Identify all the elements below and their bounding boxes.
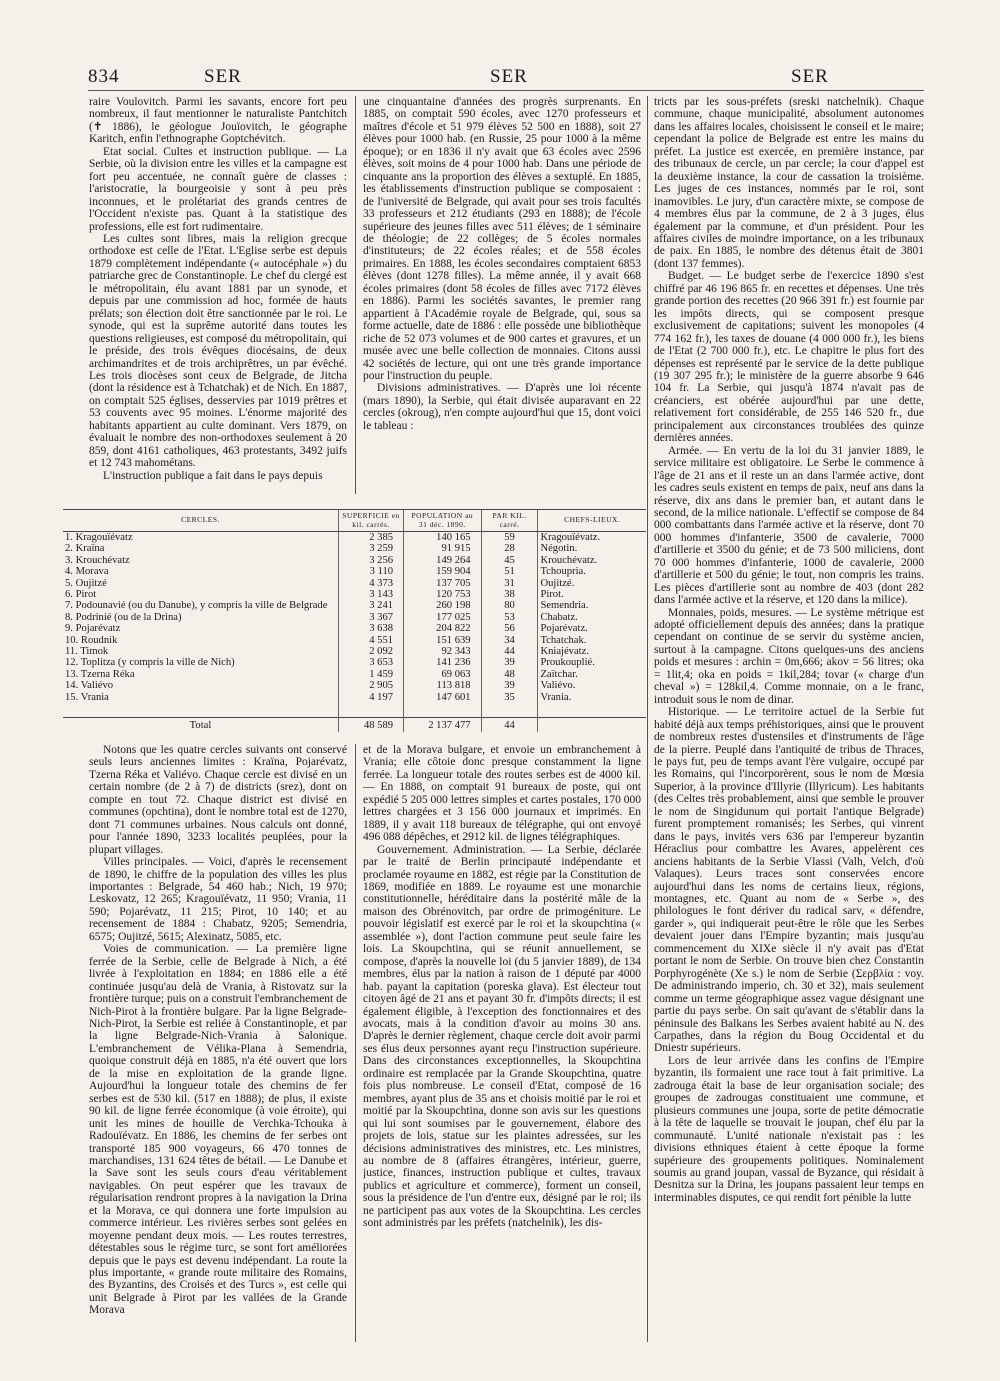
cell-par-kil: 48 [481, 669, 538, 680]
cell-population: 147 601 [404, 692, 482, 703]
cell-chef-lieu: Kragouïévatz. [538, 532, 646, 544]
cell-par-kil: 28 [481, 543, 538, 554]
cell-population: 91 915 [404, 543, 482, 554]
table-total-row [63, 718, 646, 732]
cell-population: 151 639 [404, 635, 482, 646]
cell-superficie: 3 110 [338, 566, 403, 577]
col-header-par-kil: PAR KIL. carré. [481, 510, 538, 532]
col-header-superficie: SUPERFICIE en kil. carrés. [338, 510, 403, 532]
paragraph: Villes principales. — Voici, d'après le recensement de 1890, le chiffre de la population des villes les plus importantes : Belgrade, 54 460 hab.; Nich, 19 970; Leskovatz, 12 265; Kragouïévatz, 11 950; Vrania, 11 590; Pojarévatz, 11 215; Pirot, 10 140; et au recensement de 1884 : Chabatz, 9205; Semendria, 6575; Oujitzé, 5615; Alexinatz, 5085, etc. [89, 856, 347, 943]
table-row [63, 589, 646, 600]
paragraph: Historique. — Le territoire actuel de la Serbie fut habité déjà aux temps préhistoriques, ainsi que le prouvent de nombreux restes d'ustensiles et d'instruments de l'âge de la pierre. Peuplé dans l'antiquité de tribus de Thraces, le pays fut, peu de temps avant l'ère vulgaire, occupé par les Romains, qui l'incorporèrent, sous le nom de Mœsia Superior, à la province d'Illyrie (Illyricum). Les habitants (des Celtes très probablement, ainsi que semble le prouver le nom de Singidunum qui portait l'antique Belgrade) furent promptement romanisés; les Serbes, qui vinrent dans le pays, invités vers 636 par l'empereur byzantin Héraclius pour combattre les Avares, appelèrent ces anciens habitants de la Serbie Vlassi (Valh, Velch, d'où Valaques). Leurs traces sont conservées encore aujourd'hui dans les noms de certains lieux, régions, montagnes, etc. Quant au nom de « Serbe », des philologues le font dériver du radical sarv, « défendre, garder », qui indiquerait peut-être le rôle que les Serbes devaient jouer dans l'Empire byzantin; mais jusqu'au commencement du XIXe siècle il n'y avait pas d'Etat portant le nom de Serbie. On trouve bien chez Constantin Porphyrogénète (Xe s.) le nom de Serbie (Σερβλία : voy. De administrando imperio, ch. 30 et 32), mais seulement comme un terme géographique assez vague désignant une partie du pays serbe. On sait qu'avant de s'établir dans la péninsule des Balkans les Serbes avaient habité au N. des Carpathes, dans la région du Boug Occidental et du Dniestr supérieurs. [654, 706, 924, 1055]
cell-superficie: 3 367 [338, 612, 403, 623]
cell-par-kil: 53 [481, 612, 538, 623]
table-row [63, 657, 646, 668]
paragraph: Voies de communication. — La première ligne ferrée de la Serbie, celle de Belgrade à Nich, a été livrée à l'exploitation en 1884; en 1886 elle a été continuée jusqu'au delà de Vrania, à Ristovatz sur la frontière turque; puis on a construit l'embranchement de Nich-Pirot à la frontière bulgare. Par la ligne Belgrade-Nich-Pirot, la Serbie est reliée à Constantinople, et par la ligne Belgrade-Nich-Vrania à Salonique. L'embranchement de Vélika-Plana à Semendria, quoique construit déjà en 1885, n'a été ouvert que lors de la mise en exploitation de la grande ligne. Aujourd'hui la longueur totale des chemins de fer serbes est de 530 kil. (517 en 1888); de plus, il existe 90 kil. de ligne ferrée économique (à voie étroite), qui unit les mines de houille de Verchka-Tchouka à Radouïévatz. En 1886, les chemins de fer serbes ont transporté 185 900 voyageurs, 66 470 tonnes de marchandises, 131 624 têtes de bétail. — Le Danube et la Save sont les seuls cours d'eau véritablement navigables. On peut espérer que les travaux de régularisation rendront propres à la navigation la Drina et la Morava, ce qui donnera une forte impulsion au commerce intérieur. Les rivières serbes sont gelées en moyenne pendant deux mois. — Les routes terrestres, détestables sous le régime turc, se sont fort améliorées depuis que le pays est devenu indépendant. La route la plus importante, « grande route militaire des Romains, des Byzantins, des Croisés et des Turcs », est celle qui unit Belgrade à Pirot par les vallées de la Grande Morava [89, 943, 347, 1317]
cell-cercle: 13. Tzerna Réka [65, 668, 135, 680]
cell-empty [538, 703, 646, 718]
cell-cercle: 15. Vrania [65, 691, 109, 703]
column-1-bottom [89, 744, 347, 1344]
cell-par-kil: 80 [481, 600, 538, 611]
table-row [63, 692, 646, 703]
cell-cercle: 3. Krouchévatz [65, 554, 130, 566]
cell-chef-lieu: Semendria. [538, 600, 646, 611]
paragraph: Etat social. Cultes et instruction publique. — La Serbie, où la division entre les villes et la campagne est fort peu accentuée, ne connaît guère de classes : l'aristocratie, la bourgeoisie y sont à peu près inconnues, et le prolétariat des grands centres de l'Occident n'existe pas. Quant à la statistique des professions, elle est fort rudimentaire. [89, 145, 347, 233]
cell-par-kil: 56 [481, 623, 538, 634]
table-row [63, 612, 646, 623]
page-number: 834 [88, 66, 120, 87]
cell-population: 120 753 [404, 589, 482, 600]
cell-par-kil: 38 [481, 589, 538, 600]
cell-total-population: 2 137 477 [404, 718, 482, 732]
paragraph: Budget. — Le budget serbe de l'exercice 1890 s'est chiffré par 46 196 865 fr. en recettes et dépenses. Une très grande portion des recettes (20 966 391 fr.) est fournie par les impôts directs, qui se composent presque exclusivement de capitations; suivent les monopoles (4 774 162 fr.), les taxes de douane (4 000 000 fr.), les biens de l'Etat (2 700 000 fr.), etc. Le chapitre le plus fort des dépenses est représenté par le service de la dette publique (19 307 295 fr.); le ministère de la guerre absorbe 9 646 104 fr. La Serbie, qui jusqu'à 1874 n'avait pas de créanciers, est obérée aujourd'hui par une dette, relativement fort considérable, de 255 146 520 fr., due principalement aux circonstances troublées des quinze dernières années. [654, 270, 924, 445]
cell-empty [63, 703, 338, 718]
cell-par-kil: 35 [481, 692, 538, 703]
cell-superficie: 4 551 [338, 635, 403, 646]
table-row [63, 623, 646, 634]
cell-superficie: 3 241 [338, 600, 403, 611]
cell-total-par-kil: 44 [481, 718, 538, 732]
cell-cercle: 5. Oujitzé [65, 577, 107, 589]
cell-cercle: 14. Valiévo [65, 680, 114, 692]
cell-chef-lieu: Tchoupria. [538, 566, 646, 577]
running-head-right: SER [791, 66, 829, 87]
cell-chef-lieu: Oujitzé. [538, 578, 646, 589]
table-row [63, 635, 646, 646]
col-header-population: POPULATION au 31 déc. 1890. [404, 510, 482, 532]
cell-par-kil: 44 [481, 646, 538, 657]
cell-chef-lieu: Proukouplié. [538, 657, 646, 668]
cell-chef-lieu: Vrania. [538, 692, 646, 703]
table-row [63, 555, 646, 566]
column-rule [355, 96, 356, 494]
cell-superficie: 3 653 [338, 657, 403, 668]
cell-cercle: 11. Timok [65, 646, 109, 658]
cell-par-kil: 59 [481, 532, 538, 544]
paragraph: Lors de leur arrivée dans les confins de l'Empire byzantin, ils formaient une race tout à fait primitive. La zadrouga était la base de leur organisation sociale; des groupes de zadrougas constituaient une commune, et plusieurs communes une joupa, sorte de petite démocratie à la tête de laquelle se trouvait le joupan, chef élu par la communauté. L'unité nationale n'existait pas : les divisions ethniques étaient à cette époque la forme supérieure des groupements politiques. Nominalement soumis au grand joupan, vassal de Byzance, qui résidait à Desnitza sur la Drina, les joupans passaient leur temps en interminables disputes, ce qui rendit fort pénible la lutte [654, 1054, 924, 1204]
column-1-top [89, 96, 347, 496]
header-rule [88, 90, 924, 91]
column-3 [654, 96, 924, 1336]
cell-superficie: 3 638 [338, 623, 403, 634]
cell-superficie: 3 143 [338, 589, 403, 600]
table-body [63, 532, 646, 732]
cell-cercle: 1. Kragouïévatz [65, 532, 133, 543]
cell-superficie: 4 373 [338, 578, 403, 589]
cell-par-kil: 51 [481, 566, 538, 577]
cell-total-label: Total [63, 718, 338, 732]
cell-chef-lieu: Chabatz. [538, 612, 646, 623]
table-row [63, 669, 646, 680]
table-row [63, 680, 646, 691]
table-row [63, 578, 646, 589]
cell-population: 113 818 [404, 680, 482, 691]
cell-cercle: 12. Toplitza (y compris la ville de Nich) [65, 657, 235, 669]
col-header-cercles: CERCLES. [63, 510, 338, 532]
table-spacer-row [63, 703, 646, 718]
col-header-chefs-lieux: CHEFS-LIEUX. [538, 510, 646, 532]
cell-chef-lieu: Zaïtchar. [538, 669, 646, 680]
cell-superficie: 2 905 [338, 680, 403, 691]
cell-superficie: 3 256 [338, 555, 403, 566]
cell-par-kil: 39 [481, 680, 538, 691]
cell-population: 137 705 [404, 578, 482, 589]
cell-superficie: 2 385 [338, 532, 403, 544]
cell-par-kil: 34 [481, 635, 538, 646]
paragraph: Les cultes sont libres, mais la religion grecque orthodoxe est celle de l'Etat. L'Eglise serbe est depuis 1879 complètement indépendante (« autocéphale ») du patriarche grec de Constantinople. Le chef du clergé est le métropolitain, élu avant 1881 par un synode, et depuis par une commission ad hoc, formée de hauts prélats; son élection doit être sanctionnée par le roi. Le synode, qui est la suprême autorité dans toutes les questions religieuses, est composé du métropolitain, qui le préside, des trois évêques diocésains, de deux archimandrites et de trois archiprêtres, un par évêché. Les trois diocèses sont ceux de Belgrade, de Jitcha (dont la résidence est à Tchatchak) et de Nich. En 1887, on comptait 525 églises, desservies par 1019 prêtres et 53 couvents avec 95 moines. L'énorme majorité des habitants appartient au culte dominant. Vers 1879, on évaluait le nombre des non-orthodoxes seulement à 20 859, dont 4161 catholiques, 463 protestants, 3492 juifs et 12 743 mahométans. [89, 232, 347, 470]
cell-superficie: 3 259 [338, 543, 403, 554]
running-head-left: SER [204, 66, 242, 87]
cell-cercle: 7. Podounavié (ou du Danube), y compris la ville de Belgrade [65, 600, 328, 612]
cell-total-superficie: 48 589 [338, 718, 403, 732]
cell-population: 149 264 [404, 555, 482, 566]
cell-population: 69 063 [404, 669, 482, 680]
column-rule [355, 744, 356, 1342]
cell-par-kil: 45 [481, 555, 538, 566]
cell-population: 260 198 [404, 600, 482, 611]
cell-chef-lieu: Krouchévatz. [538, 555, 646, 566]
cell-cercle: 10. Roudnik [65, 634, 118, 646]
cell-par-kil: 31 [481, 578, 538, 589]
table-row [63, 543, 646, 554]
table-row [63, 566, 646, 577]
paragraph: raire Voulovitch. Parmi les savants, encore fort peu nombreux, il faut mentionner le naturaliste Pantchitch (✝ 1886), le géologue Jouïovitch, le géographe Karitch, enfin l'ethnographe Goptchévitch. [89, 96, 347, 146]
paragraph: Notons que les quatre cercles suivants ont conservé seuls leurs anciennes limites : Kraïna, Pojarévatz, Tzerna Réka et Valiévo. Chaque cercle est divisé en un certain nombre (de 2 à 7) de districts (srez), dont on compte en tout 72. Chaque district est divisé en communes (opchtina), dont le nombre total est de 1270, dont 71 communes urbaines. Nous calculs ont donné, pour l'année 1890, 3233 localités peuplées, pour la plupart villages. [89, 744, 347, 856]
cell-chef-lieu: Négotin. [538, 543, 646, 554]
cell-superficie: 4 197 [338, 692, 403, 703]
cell-population: 141 236 [404, 657, 482, 668]
cell-par-kil: 39 [481, 657, 538, 668]
column-2-bottom [363, 744, 641, 1344]
cell-chef-lieu: Pojarévatz. [538, 623, 646, 634]
paragraph: tricts par les sous-préfets (sreski natchelnik). Chaque commune, chaque municipalité, absolument autonomes dans les affaires locales, choisissent le conseil et le maire; cependant la police de Belgrade est entre les mains du préfet. La justice est exercée, en première instance, par des tribunaux de cercle, un par cercle; la cour d'appel est la deuxième instance, la cour de cassation la troisième. Les juges de ces instances, nommés par le roi, sont inamovibles. Le jury, d'un caractère mixte, se compose de 4 membres élus par la commune, de 2 à 3 juges, élus également par la commune, et d'un président. Pour les affaires civiles de moindre importance, on a les tribunaux de paix. En 1885, le nombre des détenus était de 3801 (dont 137 femmes). [654, 96, 924, 270]
running-head-center: SER [490, 66, 528, 87]
cell-population: 92 343 [404, 646, 482, 657]
paragraph: une cinquantaine d'années des progrès surprenants. En 1885, on comptait 590 écoles, avec 1270 professeurs et maîtres d'école et 51 979 élèves 52 500 en 1888), soit 27 élèves pour 1000 hab. (en Russie, 25 pour 1000 à la même époque); or en 1836 il n'y avait que 63 écoles avec 2596 élèves, soit moins de 4 pour 1000 hab. Dans une période de cinquante ans la proportion des élèves a sextuplé. En 1885, les établissements d'instruction publique se composaient : de l'université de Belgrade, qui avait pour ses trois facultés 33 professeurs et 212 étudiants (293 en 1888); de l'école supérieure des jeunes filles avec 511 élèves; de 1 séminaire de théologie; de 22 collèges; de 5 écoles normales d'instituteurs; de 22 écoles réales; et de 558 écoles primaires. En 1888, les écoles secondaires comptaient 6853 élèves (dont 1278 filles). La même année, il y avait 668 écoles primaires (dont 58 écoles de filles avec 7172 élèves en 1886). Parmi les sociétés savantes, le premier rang appartient à l'Académie royale de Belgrade, qui, sous sa forme actuelle, date de 1886 : elle possède une bibliothèque riche de 52 073 volumes et de 900 cartes et gravures, et un musée avec une belle collection de monnaies. Citons aussi 42 sociétés de lecture, qui ont une très grande importance pour l'instruction du peuple. [363, 96, 641, 382]
cell-population: 204 822 [404, 623, 482, 634]
cell-superficie: 2 092 [338, 646, 403, 657]
cercles-table [63, 509, 646, 732]
paragraph: L'instruction publique a fait dans le pays depuis [103, 469, 323, 482]
cell-population: 159 904 [404, 566, 482, 577]
cell-chef-lieu: Kniajévatz. [538, 646, 646, 657]
cell-cercle: 4. Morava [65, 566, 109, 578]
cell-cercle: 9. Pojarévatz [65, 623, 121, 635]
paragraph: et de la Morava bulgare, et envoie un embranchement à Vrania; elle côtoie donc presque constamment la ligne ferrée. La longueur totale des routes serbes est de 4000 kil. — En 1888, on comptait 91 bureaux de poste, qui ont expédié 5 205 000 lettres simples et cartes postales, 170 000 lettres chargées et 3 156 000 journaux et imprimés. En 1889, il y avait 118 bureaux de télégraphe, qui ont envoyé 496 088 dépêches, et 2912 kil. de lignes télégraphiques. [363, 744, 641, 844]
table-row [63, 532, 646, 544]
cell-cercle: 8. Podrinié (ou de la Drina) [65, 611, 182, 623]
paragraph: Monnaies, poids, mesures. — Le système métrique est adopté officiellement depuis des années; dans la pratique cependant on continue de se servir du système ancien, surtout à la campagne. Citons quelques-uns des anciens poids et mesures : archin = 0m,666; akov = 56 litres; oka = 1lit,4; oka en poids = 1kil,284; tovar (« charge d'un cheval ») = 128kil,4. Comme monnaie, on a le franc, introduit sous le nom de dinar. [654, 606, 924, 706]
cell-chef-lieu: Tchatchak. [538, 635, 646, 646]
table-row [63, 646, 646, 657]
paragraph: Armée. — En vertu de la loi du 31 janvier 1889, le service militaire est obligatoire. Le Serbe le commence à l'âge de 21 ans et il reste un an dans l'armée active, dont les cadres seuls existent en temps de paix, neuf ans dans la réserve, dix ans dans le premier ban, et autant dans le second, de la milice nationale. L'effectif se compose de 84 000 combattants dans l'armée active et la réserve, dont 70 000 hommes d'infanterie, 3500 de cavalerie, 7000 d'artillerie et 3500 du génie; et de 73 500 miliciens, dont 70 000 hommes d'infanterie, 1000 de cavalerie, 2000 d'artillerie et 500 du génie; le tout, non compris les trains. Les pièces d'artillerie sont au nombre de 403 (dont 282 dans l'armée active et la réserve, et 120 dans la milice). [654, 444, 924, 607]
cell-cercle: 6. Pirot [65, 589, 97, 601]
paragraph: Gouvernement. Administration. — La Serbie, déclarée par le traité de Berlin principauté indépendante et proclamée royaume en 1882, est régie par la Constitution de 1869, modifiée en 1889. Le royaume est une monarchie constitutionnelle, héréditaire dans la postérité mâle de la maison des Obrénovitch, par ordre de primogéniture. Le pouvoir législatif est exercé par le roi et la skoupchtina (« assemblée »), dont l'action commune peut seule faire les lois. La Skoupchtina, qui se réunit annuellement, se compose, d'après la nouvelle loi (du 5 janvier 1889), de 134 membres, élus par la nation à raison de 1 député par 4000 hab. payant la capitation (poreska glava). Est électeur tout citoyen âgé de 21 ans et payant 30 fr. d'impôts directs; il est également éligible, à l'exception des fonctionnaires et des avocats, mais à la condition d'avoir au moins 30 ans. D'après le dernier règlement, chaque cercle doit avoir parmi ses élus deux personnes ayant reçu l'instruction supérieure. Dans des circonstances exceptionnelles, la Skoupchtina ordinaire est remplacée par la Grande Skoupchtina, quatre fois plus nombreuse. Le conseil d'Etat, composé de 16 membres, ayant plus de 35 ans et choisis moitié par le roi et moitié par la Skoupchtina, donne son avis sur les questions qui lui sont soumises par le gouvernement, élabore des projets de lois, statue sur les plaintes adressées, sur les décisions administratives des ministres, etc. Les ministres, au nombre de 8 (affaires étrangères, intérieur, guerre, justice, finances, instruction publique et cultes, travaux publics et agriculture et commerce), forment un conseil, sous la présidence de l'un d'entre eux, désigné par le roi; ils ne participent pas aux votes de la Skoupchtina. Les cercles sont administrés par les préfets (natchelnik), les dis- [363, 843, 641, 1230]
cell-chef-lieu: Valiévo. [538, 680, 646, 691]
cell-cercle: 2. Kraïna [65, 543, 105, 555]
cell-superficie: 1 459 [338, 669, 403, 680]
cell-empty [404, 703, 482, 718]
table-header-row [63, 510, 646, 532]
cell-empty [338, 703, 403, 718]
cell-empty [538, 718, 646, 732]
cell-population: 140 165 [404, 532, 482, 544]
column-2-top [363, 96, 641, 496]
cell-empty [481, 703, 538, 718]
cell-chef-lieu: Pirot. [538, 589, 646, 600]
table-row [63, 600, 646, 611]
column-rule [647, 96, 648, 1342]
paragraph: Divisions administratives. — D'après une loi récente (mars 1890), la Serbie, qui était divisée auparavant en 22 cercles (okroug), n'en compte aujourd'hui que 15, dont voici le tableau : [363, 382, 641, 432]
cell-population: 177 025 [404, 612, 482, 623]
